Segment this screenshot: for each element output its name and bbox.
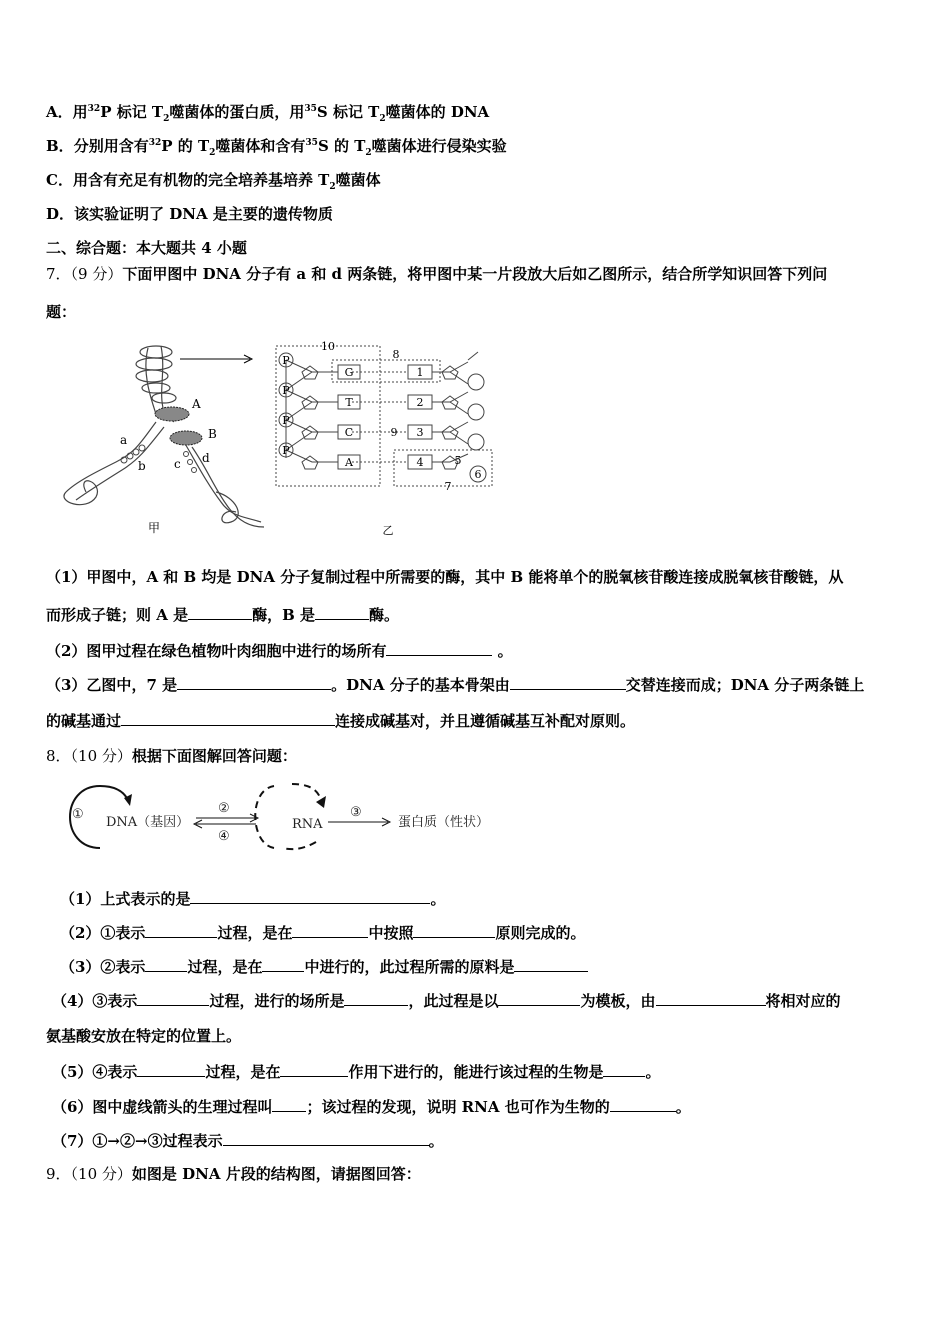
base-right: 1 bbox=[416, 366, 424, 379]
label-a: a bbox=[120, 433, 128, 447]
enzyme-b bbox=[170, 431, 202, 445]
phosphate-label: P bbox=[282, 444, 290, 457]
phosphate-label: P bbox=[282, 354, 290, 367]
label-d: d bbox=[202, 451, 210, 465]
enzyme-a bbox=[155, 407, 189, 421]
q8-s1: （1）上式表示的是 。 bbox=[60, 890, 446, 908]
num-6: 6 bbox=[474, 468, 482, 481]
label-c: c bbox=[174, 457, 181, 471]
figure-arrow bbox=[178, 352, 258, 366]
label-yi: 乙 bbox=[382, 524, 394, 537]
q8-s5: （5）④表示 过程，是在 作用下进行的，能进行该过程的生物是 。 bbox=[52, 1063, 661, 1081]
q7-sub1: （1）甲图中，A 和 B 均是 DNA 分子复制过程中所需要的酶，其中 B 能将单个的脱氧核苷酸连接成脱氧核苷酸链，从 bbox=[46, 568, 844, 586]
option-b: B．分别用含有$^{32}$P 的 $T_2$噬菌体和含有$^{35}$S 的 $T_2$噬菌体进行侵染实验 bbox=[46, 137, 507, 158]
q8-s6: （6）图中虚线箭头的生理过程叫 ；该过程的发现，说明 RNA 也可作为生物的 。 bbox=[52, 1098, 691, 1116]
q7-sub1-cont: 而形成子链；则 A 是 酶，B 是 酶。 bbox=[46, 606, 400, 624]
label-b: b bbox=[138, 459, 146, 473]
q7-sub3: （3）乙图中，7 是 。DNA 分子的基本骨架由 交替连接而成；DNA 分子两条链上 bbox=[46, 676, 865, 694]
section-title: 二、综合题：本大题共 4 小题 bbox=[46, 239, 247, 257]
num-9: 9 bbox=[390, 426, 398, 439]
base-left: G bbox=[344, 366, 354, 379]
base-left: A bbox=[345, 456, 353, 469]
base-right: 4 bbox=[416, 456, 424, 469]
protein-label: 蛋白质（性状） bbox=[398, 815, 490, 830]
q8-s4: （4）③表示 过程，进行的场所是 ，此过程是以 为模板，由 将相对应的 bbox=[52, 992, 841, 1010]
num-5: 5 bbox=[454, 454, 462, 467]
option-a: A．用$^{32}$P 标记 $T_2$噬菌体的蛋白质，用$^{35}$S 标记 $T_2$噬菌体的 DNA bbox=[46, 103, 490, 124]
q8-s7: （7）①→②→③过程表示 。 bbox=[52, 1132, 444, 1150]
circle-2: ② bbox=[218, 801, 230, 816]
figure-yi bbox=[272, 338, 502, 538]
q8-s4-cont: 氨基酸安放在特定的位置上。 bbox=[46, 1027, 242, 1045]
q7-stem-cont: 题： bbox=[46, 303, 77, 321]
base-left: T bbox=[345, 396, 353, 409]
base-left: C bbox=[344, 426, 354, 439]
label-B: B bbox=[208, 427, 217, 441]
phosphate-label: P bbox=[282, 414, 290, 427]
circle-3: ③ bbox=[350, 805, 362, 820]
num-10: 10 bbox=[321, 340, 335, 353]
base-right: 3 bbox=[416, 426, 424, 439]
q8-s2: （2）①表示 过程，是在 中按照 原则完成的。 bbox=[60, 924, 586, 942]
q9-stem: 9．（10 分）如图是 DNA 片段的结构图，请据图回答： bbox=[46, 1165, 421, 1183]
q8-s3: （3）②表示 过程，是在 中进行的，此过程所需的原料是 bbox=[60, 956, 588, 977]
circle-4: ④ bbox=[218, 829, 230, 844]
q8-stem: 8．（10 分）根据下面图解回答问题： bbox=[46, 747, 297, 765]
label-jia: 甲 bbox=[148, 521, 161, 535]
dna-gene-label: DNA（基因） bbox=[106, 815, 190, 830]
q7-sub2: （2）图甲过程在绿色植物叶肉细胞中进行的场所有 。 bbox=[46, 642, 513, 660]
phosphate-label: P bbox=[282, 384, 290, 397]
rna-label: RNA bbox=[292, 817, 323, 832]
central-dogma-diagram bbox=[60, 778, 520, 854]
option-c: C．用含有充足有机物的完全培养基培养 $T_2$噬菌体 bbox=[46, 171, 381, 192]
num-7: 7 bbox=[444, 480, 452, 493]
option-d: D．该实验证明了 DNA 是主要的遗传物质 bbox=[46, 205, 333, 223]
q7-sub3-cont: 的碱基通过 连接成碱基对，并且遵循碱基互补配对原则。 bbox=[46, 712, 636, 730]
label-A: A bbox=[192, 397, 201, 411]
q7-stem: 7．（9 分）下面甲图中 DNA 分子有 a 和 d 两条链，将甲图中某一片段放大后如乙图所示，结合所学知识回答下列问 bbox=[46, 265, 828, 283]
circle-1: ① bbox=[72, 807, 84, 822]
base-right: 2 bbox=[416, 396, 424, 409]
num-8: 8 bbox=[392, 348, 400, 361]
